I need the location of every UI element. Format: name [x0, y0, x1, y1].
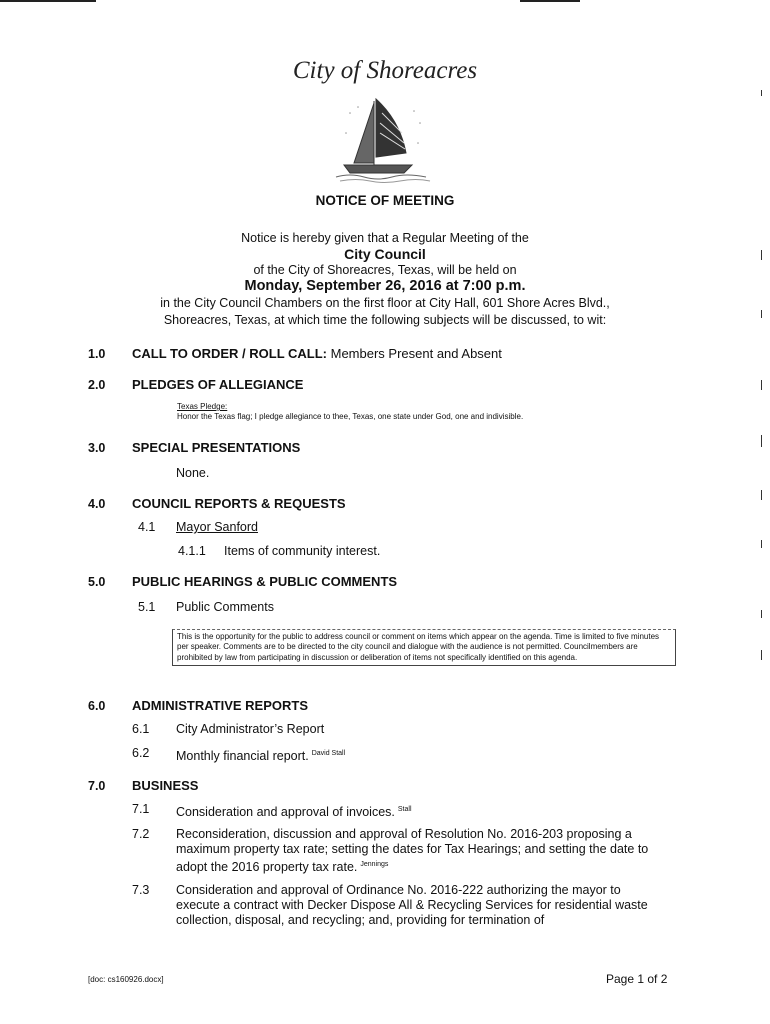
- council-name: City Council: [344, 246, 426, 262]
- item-number: 4.1: [138, 520, 156, 534]
- intro-line: of the City of Shoreacres, Texas, will be held on: [253, 263, 517, 277]
- pledge-label: Texas Pledge:: [177, 402, 228, 411]
- mayor-sanford: Mayor Sanford: [176, 520, 258, 534]
- page-number: Page 1 of 2: [606, 972, 668, 986]
- footer-doc-ref: [doc: cs160926.docx]: [88, 975, 164, 984]
- section-title: COUNCIL REPORTS & REQUESTS: [132, 496, 346, 511]
- presentations-none: None.: [176, 466, 210, 480]
- section-number: 3.0: [88, 441, 106, 455]
- item-number: 7.3: [132, 883, 150, 897]
- section-number: 6.0: [88, 699, 106, 713]
- city-title: City of Shoreacres: [292, 57, 478, 84]
- item-text: Consideration and approval of invoices. $^{Stall}$: [176, 805, 412, 819]
- section-title: PUBLIC HEARINGS & PUBLIC COMMENTS: [132, 574, 398, 589]
- intro-line: Notice is hereby given that a Regular Meeting of the: [241, 231, 529, 245]
- section-title: BUSINESS: [132, 778, 199, 793]
- item-text: Monthly financial report. $^{David Stall}$: [176, 749, 346, 763]
- item-text: Items of community interest.: [224, 544, 381, 558]
- section-title: ADMINISTRATIVE REPORTS: [132, 698, 308, 713]
- section-number: 1.0: [88, 347, 106, 361]
- section-title: CALL TO ORDER / ROLL CALL: Members Present and Absent: [132, 346, 502, 361]
- notice-title: NOTICE OF MEETING: [315, 193, 455, 208]
- item-text: Public Comments: [176, 600, 274, 614]
- scan-margin-marks: [757, 80, 767, 680]
- intro-line: Shoreacres, Texas, at which time the following subjects will be discussed, to wit:: [163, 313, 607, 327]
- scan-artifact: [0, 0, 96, 2]
- section-number: 4.0: [88, 497, 106, 511]
- item-number: 6.2: [132, 746, 150, 760]
- item-number: 7.1: [132, 802, 150, 816]
- item-number: 7.2: [132, 827, 150, 841]
- section-number: 5.0: [88, 575, 106, 589]
- pledge-text: Honor the Texas flag; I pledge allegiance to thee, Texas, one state under God, one and indivisible.: [177, 412, 524, 421]
- section-title: PLEDGES OF ALLEGIANCE: [132, 377, 304, 392]
- sailboat-logo: [330, 93, 436, 185]
- public-comment-notice: This is the opportunity for the public to address council or comment on items which appear on the agenda. Time is limited to five minutes per speaker. Comments are to be directed to the city council and dialogue with the audience is not permitted. Councilmembers are prohibited by law from participating in discussion or deliberation of items not specifically identified on this agenda.: [172, 629, 676, 666]
- section-number: 2.0: [88, 378, 106, 392]
- scan-artifact: [520, 0, 580, 2]
- item-text: Consideration and approval of Ordinance No. 2016-222 authorizing the mayor to execute a contract with Decker Dispose All & Recycling Services for residential waste collection, disposal, and recycling; and, providing for termination of: [176, 883, 648, 927]
- section-number: 7.0: [88, 779, 106, 793]
- item-number: 6.1: [132, 722, 150, 736]
- item-text: City Administrator’s Report: [176, 722, 325, 736]
- meeting-date: Monday, September 26, 2016 at 7:00 p.m.: [244, 278, 526, 294]
- item-number: 4.1.1: [178, 544, 206, 558]
- item-number: 5.1: [138, 600, 156, 614]
- intro-line: in the City Council Chambers on the first floor at City Hall, 601 Shore Acres Blvd.,: [160, 296, 610, 310]
- item-text: Reconsideration, discussion and approval of Resolution No. 2016-203 proposing a maximum property tax rate; setting the dates for Tax Hearings; and setting the date to adopt the 2016 property tax rate. $^{Jennings}$: [176, 827, 649, 874]
- section-title: SPECIAL PRESENTATIONS: [132, 440, 301, 455]
